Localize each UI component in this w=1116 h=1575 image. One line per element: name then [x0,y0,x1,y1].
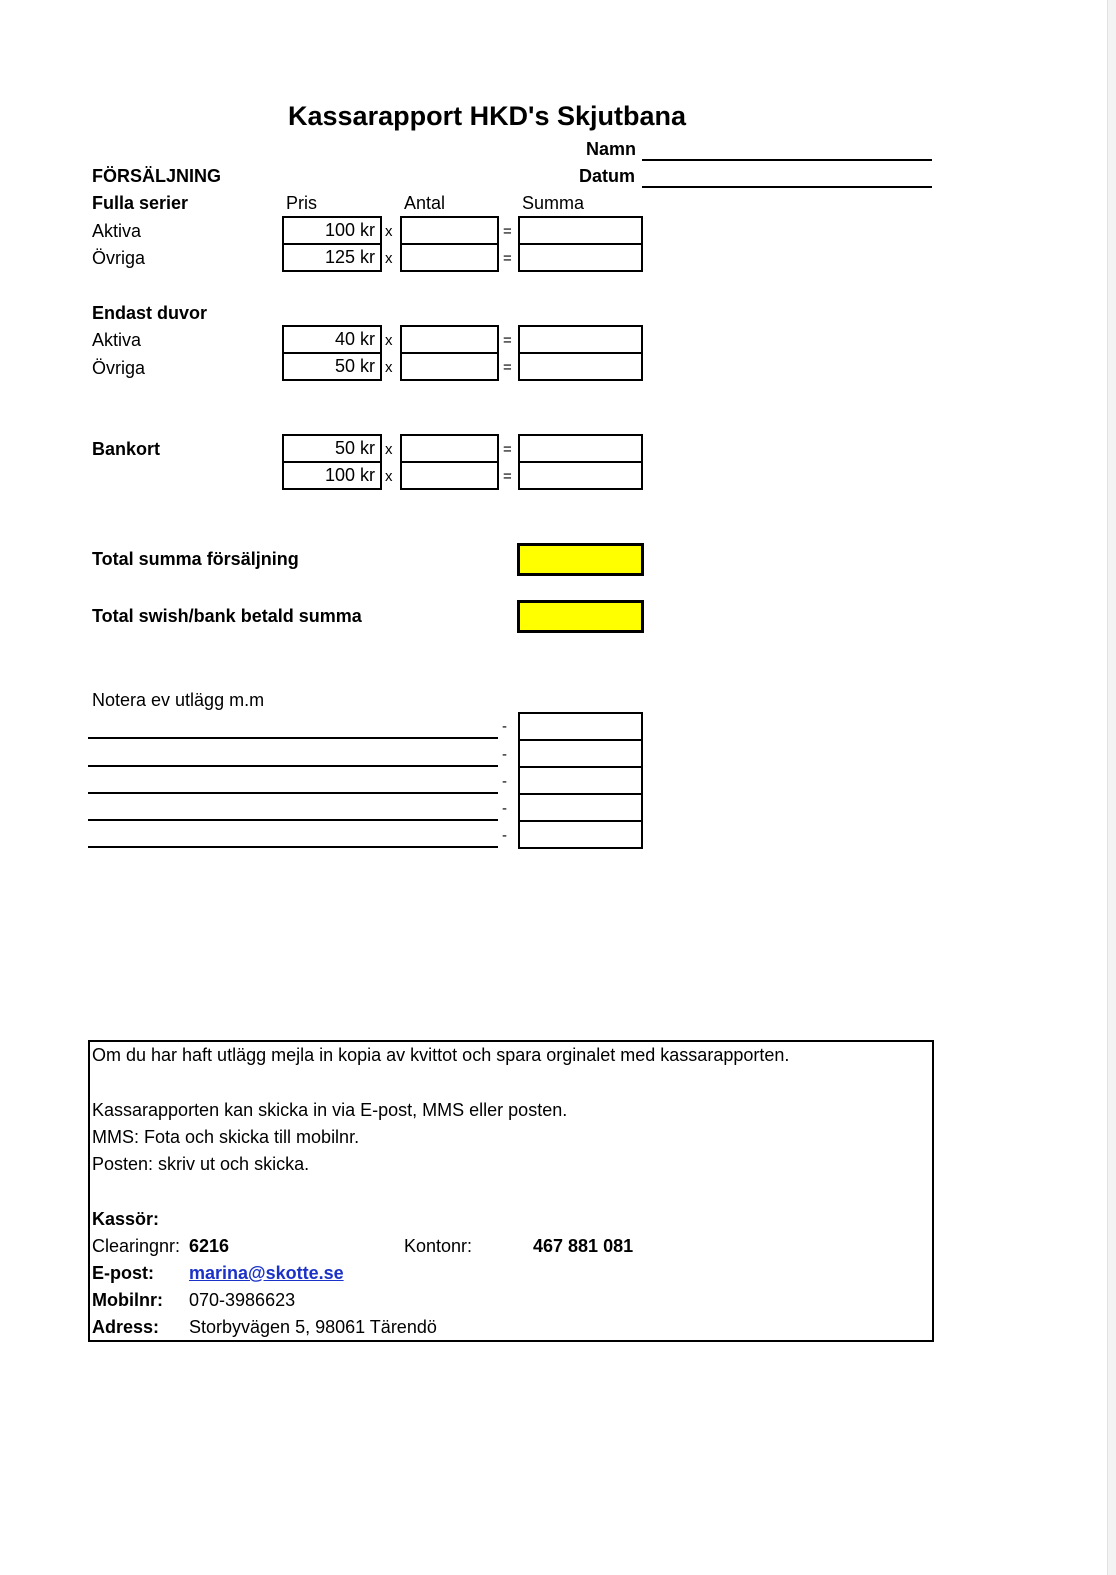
bank-card-quantity-field-1[interactable] [400,434,499,463]
clays-only-label: Endast duvor [92,303,208,323]
expense-amount-field-2[interactable] [518,739,643,768]
bank-card-label: Bankort [92,439,161,459]
bank-card-price-2: 100 kr [282,461,382,490]
minus-sign: - [502,800,507,817]
name-field-line[interactable] [642,159,932,161]
expenses-label: Notera ev utlägg m.m [92,690,265,710]
full-series-other-price: 125 kr [282,243,382,272]
address-value: Storbyvägen 5, 98061 Tärendö [189,1317,437,1337]
times-sign: x [385,250,393,267]
clays-active-quantity-field[interactable] [400,325,499,354]
full-series-active-price: 100 kr [282,216,382,245]
minus-sign: - [502,746,507,763]
info-submit-text: Kassarapporten kan skicka in via E-post, MMS eller posten. [92,1100,568,1120]
expense-description-line-2[interactable] [88,765,498,767]
expense-description-line-1[interactable] [88,737,498,739]
clays-other-label: Övriga [92,358,146,378]
sum-column-header: Summa [522,193,585,213]
clays-other-quantity-field[interactable] [400,352,499,381]
times-sign: x [385,223,393,240]
account-value: 467 881 081 [533,1236,634,1256]
date-field-line[interactable] [642,186,932,188]
cashier-label: Kassör: [92,1209,160,1229]
total-swish-label: Total swish/bank betald summa [92,606,362,626]
full-series-other-sum-field[interactable] [518,243,643,272]
account-label: Kontonr: [404,1236,473,1256]
expense-amount-field-5[interactable] [518,820,643,849]
times-sign: x [385,441,393,458]
full-series-label: Fulla serier [92,193,189,213]
equals-sign: = [503,332,512,349]
full-series-other-label: Övriga [92,248,146,268]
address-label: Adress: [92,1317,160,1337]
times-sign: x [385,359,393,376]
expense-amount-field-1[interactable] [518,712,643,741]
minus-sign: - [502,718,507,735]
clearing-label: Clearingnr: [92,1236,181,1256]
clays-other-sum-field[interactable] [518,352,643,381]
clearing-value: 6216 [189,1236,230,1256]
total-swish-field[interactable] [517,600,644,633]
info-receipt-text: Om du har haft utlägg mejla in kopia av kvittot och spara orginalet med kassarapporten. [92,1045,790,1065]
page-title: Kassarapport HKD's Skjutbana [288,101,687,131]
total-sales-label: Total summa försäljning [92,549,299,569]
bank-card-sum-field-2[interactable] [518,461,643,490]
expense-amount-field-3[interactable] [518,766,643,795]
equals-sign: = [503,468,512,485]
mobile-value: 070-3986623 [189,1290,296,1310]
full-series-other-quantity-field[interactable] [400,243,499,272]
scrollbar[interactable] [1107,0,1116,1575]
full-series-active-label: Aktiva [92,221,142,241]
expense-amount-field-4[interactable] [518,793,643,822]
info-mms-text: MMS: Fota och skicka till mobilnr. [92,1127,360,1147]
full-series-active-quantity-field[interactable] [400,216,499,245]
expense-description-line-5[interactable] [88,846,498,848]
expense-description-line-4[interactable] [88,819,498,821]
mobile-label: Mobilnr: [92,1290,163,1310]
equals-sign: = [503,359,512,376]
minus-sign: - [502,827,507,844]
price-column-header: Pris [286,193,317,213]
clays-active-label: Aktiva [92,330,142,350]
expense-description-line-3[interactable] [88,792,498,794]
quantity-column-header: Antal [404,193,446,213]
times-sign: x [385,332,393,349]
email-link[interactable]: marina@skotte.se [189,1263,344,1283]
bank-card-price-1: 50 kr [282,434,382,463]
full-series-active-sum-field[interactable] [518,216,643,245]
clays-active-sum-field[interactable] [518,325,643,354]
times-sign: x [385,468,393,485]
equals-sign: = [503,250,512,267]
clays-other-price: 50 kr [282,352,382,381]
name-label: Namn [586,139,637,159]
clays-active-price: 40 kr [282,325,382,354]
email-label: E-post: [92,1263,154,1283]
equals-sign: = [503,223,512,240]
bank-card-quantity-field-2[interactable] [400,461,499,490]
bank-card-sum-field-1[interactable] [518,434,643,463]
info-post-text: Posten: skriv ut och skicka. [92,1154,310,1174]
equals-sign: = [503,441,512,458]
minus-sign: - [502,773,507,790]
date-label: Datum [579,166,636,186]
sales-section-label: FÖRSÄLJNING [92,166,222,186]
total-sales-field[interactable] [517,543,644,576]
